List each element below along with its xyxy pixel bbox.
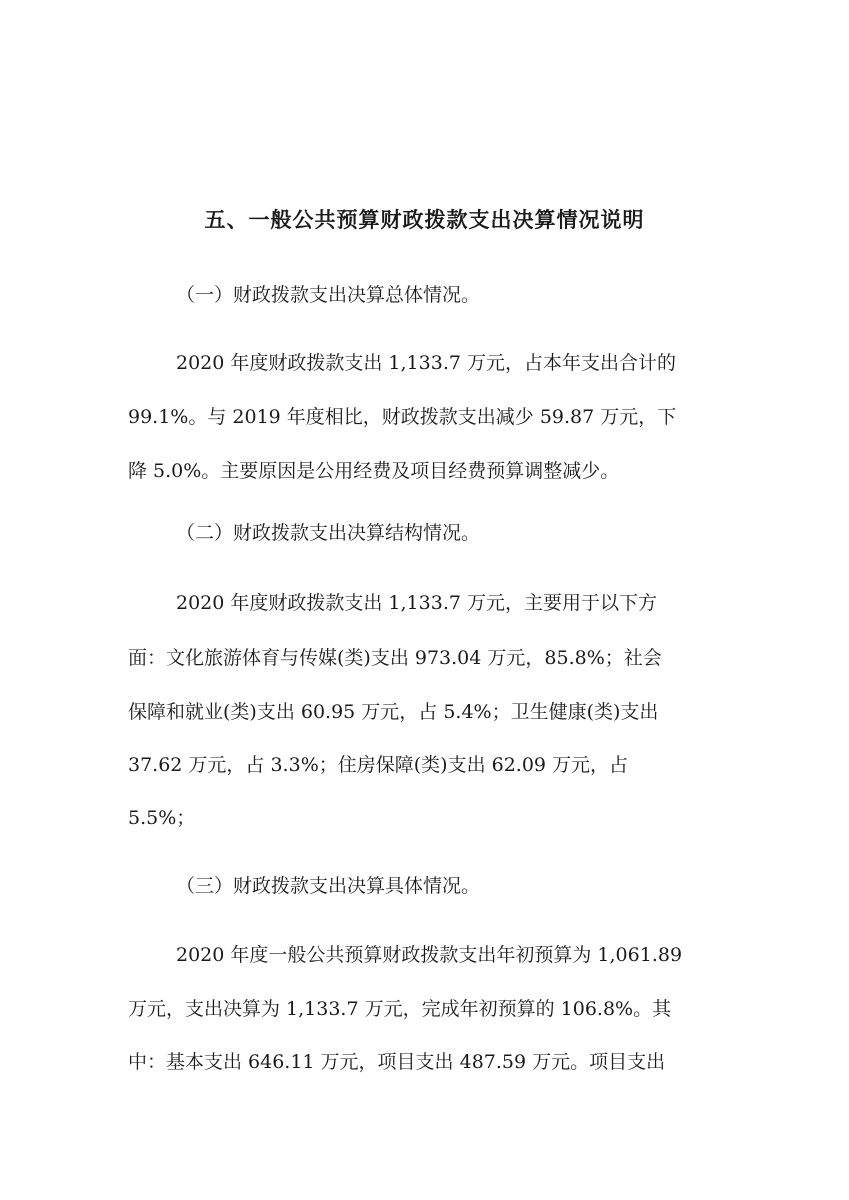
section-heading-2: （二）财政拨款支出决算结构情况。 [176,522,481,544]
paragraph-line: 2020 年度财政拨款支出 1,133.7 万元，占本年支出合计的 [176,352,676,374]
document-title: 五、一般公共预算财政拨款支出决算情况说明 [204,208,645,232]
section-heading-1: （一）财政拨款支出决算总体情况。 [176,284,481,306]
paragraph-line: 面：文化旅游体育与传媒(类)支出 973.04 万元，85.8%；社会 [128,647,662,669]
paragraph-line: 2020 年度一般公共预算财政拨款支出年初预算为 1,061.89 [176,944,683,966]
paragraph-line: 2020 年度财政拨款支出 1,133.7 万元，主要用于以下方 [176,592,657,614]
section-heading-3: （三）财政拨款支出决算具体情况。 [176,875,481,897]
paragraph-line: 99.1%。与 2019 年度相比，财政拨款支出减少 59.87 万元，下 [128,406,677,428]
paragraph-line: 万元，支出决算为 1,133.7 万元，完成年初预算的 106.8%。其 [128,998,672,1020]
paragraph-line: 降 5.0%。主要原因是公用经费及项目经费预算调整减少。 [128,460,620,482]
paragraph-line: 中：基本支出 646.11 万元，项目支出 487.59 万元。项目支出 [128,1051,666,1073]
paragraph-line: 5.5%； [128,807,196,829]
paragraph-line: 保障和就业(类)支出 60.95 万元，占 5.4%；卫生健康(类)支出 [128,701,659,723]
paragraph-line: 37.62 万元，占 3.3%；住房保障(类)支出 62.09 万元，占 [128,754,629,776]
